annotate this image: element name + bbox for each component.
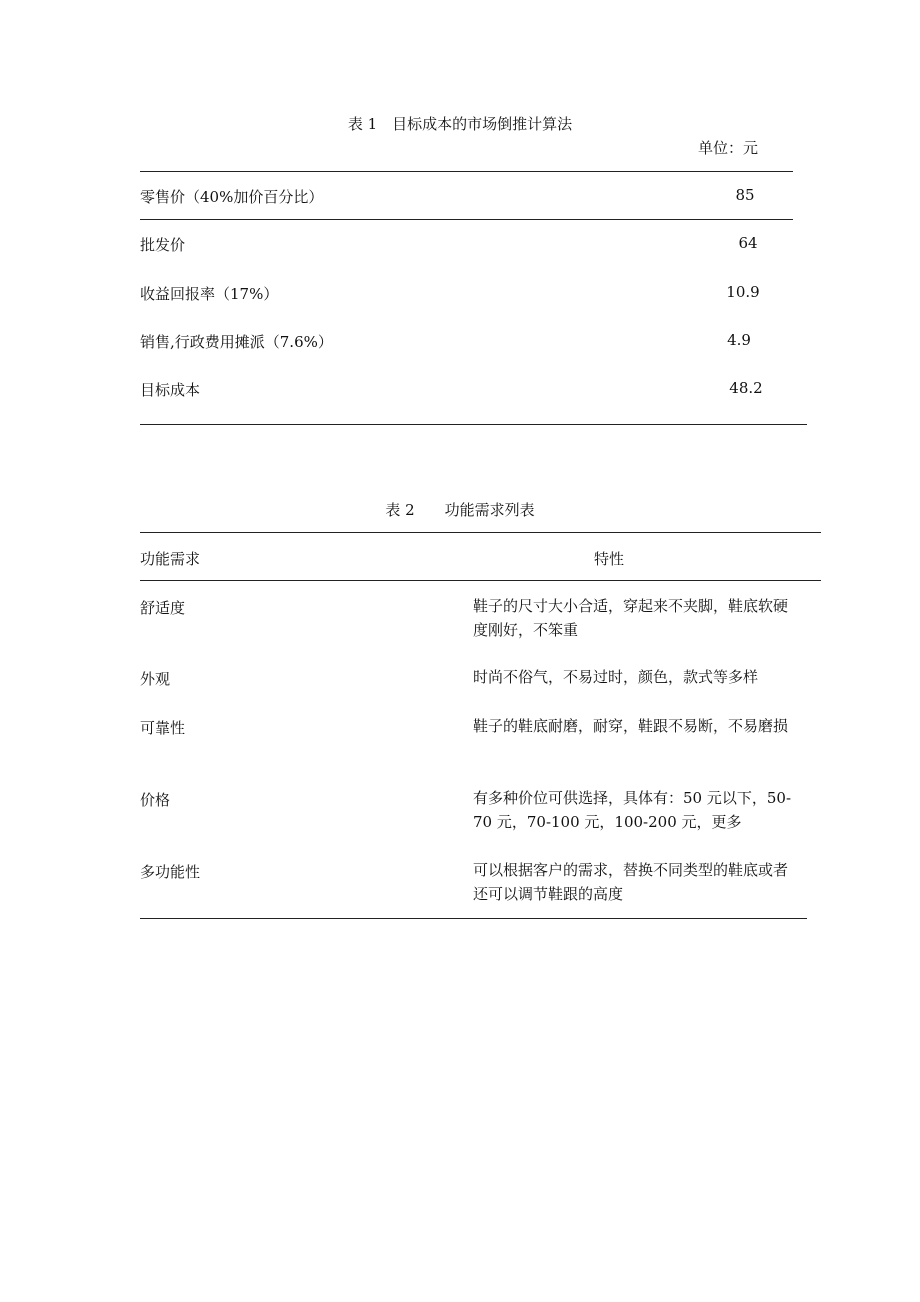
table2-header-feature: 特性 (594, 550, 625, 568)
table2-row-func: 价格 (140, 791, 171, 809)
table2-header-rule (140, 580, 821, 581)
table2-row-func: 多功能性 (140, 863, 201, 881)
table1-row-label: 目标成本 (140, 381, 201, 399)
table2-row-feature: 有多种价位可供选择，具体有：50 元以下，50-70 元，70-100 元，100-200 元，更多 (473, 789, 792, 831)
table1-unit: 单位：元 (698, 139, 759, 157)
table1-row-value: 48.2 (729, 379, 763, 397)
table2-row-func: 舒适度 (140, 599, 186, 617)
table1-row-label: 批发价 (140, 236, 186, 254)
table1-header-rule (140, 219, 793, 220)
table1-row-value: 4.9 (727, 331, 751, 349)
table2-bottom-rule (140, 918, 807, 919)
table1-row-value: 85 (735, 186, 755, 204)
table1-bottom-rule (140, 424, 807, 425)
table2-header-func: 功能需求 (140, 550, 201, 568)
table1-top-rule (140, 171, 793, 172)
table2-caption: 表 2 功能需求列表 (385, 501, 535, 519)
table1-row-label: 收益回报率（17%） (140, 285, 279, 303)
table1-row-value: 10.9 (726, 283, 760, 301)
table2-row-func: 可靠性 (140, 719, 186, 737)
table2-row-feature: 鞋子的鞋底耐磨，耐穿，鞋跟不易断，不易磨损 (473, 717, 789, 735)
table2-row-feature: 时尚不俗气，不易过时，颜色，款式等多样 (473, 668, 759, 686)
table2-top-rule (140, 532, 821, 533)
table1-row-label: 销售,行政费用摊派（7.6%） (140, 333, 333, 351)
table1-row-value: 64 (738, 234, 758, 252)
table2-row-feature: 可以根据客户的需求，替换不同类型的鞋底或者还可以调节鞋跟的高度 (473, 861, 789, 903)
table2-row-feature: 鞋子的尺寸大小合适，穿起来不夹脚，鞋底软硬度刚好，不笨重 (473, 597, 789, 639)
table1-row-label: 零售价（40%加价百分比） (140, 188, 324, 206)
table2-row-func: 外观 (140, 670, 171, 688)
table1-caption: 表 1 目标成本的市场倒推计算法 (347, 115, 573, 133)
